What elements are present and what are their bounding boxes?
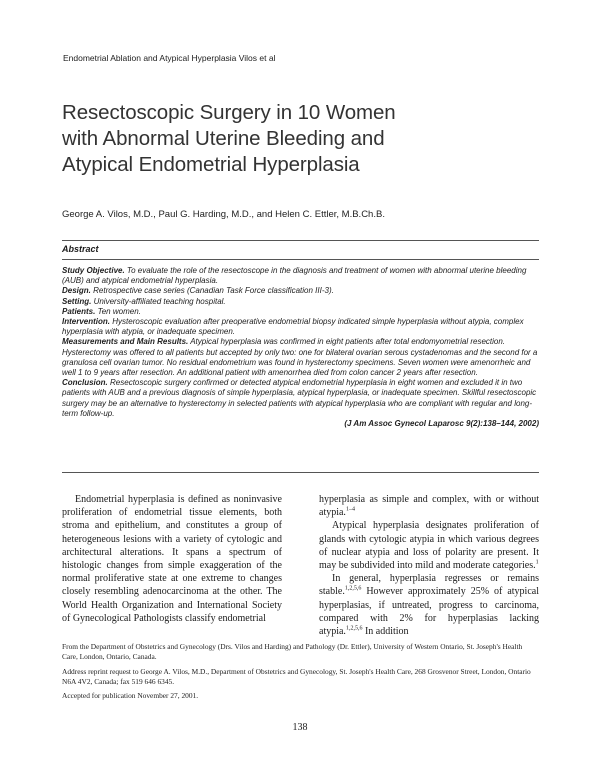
body-paragraph [319,519,539,572]
design-text: Retrospective case series (Canadian Task Force classification III-3). [93,286,334,296]
abstract-intervention [62,317,539,337]
paragraph-text: However approximately 25% of atypical hyperplasias, if untreated, progress to carcinoma, compared with 2% for hyperplasias lacking atypia. [319,586,539,638]
conclusion-text: Resectoscopic surgery confirmed or detected atypical endometrial hyperplasia in eight women and excluded it in two patients with AUB and a previous diagnosis of simple hyperplasia, atypical hyperplasia, or inadequate specimen. Skillful resectoscopic surgery may be an alternative to hysterectomy in selected patients with atypical hyperplasia who are compliant with regular and long-term follow-up. [62,378,537,418]
paragraph-text: In addition [362,626,409,638]
conclusion-label: Conclusion. [62,378,108,388]
reference-superscript: 1 [535,559,539,566]
intervention-label: Intervention. [62,317,111,327]
abstract-body [62,266,539,429]
body-paragraph [319,572,539,638]
title-line-2: with Abnormal Uterine Bleeding and [62,127,385,150]
objective-text: To evaluate the role of the resectoscope in the diagnosis and treatment of women with abnormal uterine bleeding (AUB) and atypical endometrial hyperplasia. [62,266,527,286]
abstract-setting [62,297,539,307]
reference-superscript: 1–4 [345,506,355,513]
results-label: Measurements and Main Results. [62,337,189,347]
abstract-conclusion [62,378,539,419]
reference-superscript: 1,2,5,6 [345,625,363,632]
paragraph-text: In general, hyperplasia regresses or remains stable. [319,573,539,598]
setting-text: University-affiliated teaching hospital. [93,296,226,306]
running-head: Endometrial Ablation and Atypical Hyperplasia Vilos et al [63,53,276,63]
design-label: Design. [62,286,91,296]
patients-text: Ten women. [97,306,141,316]
body-paragraph [319,493,539,519]
intervention-text: Hysteroscopic evaluation after preoperative endometrial biopsy indicated simple hyperplasia without atypia, complex hyperplasia with atypia, or inadequate specimen. [62,317,524,337]
patients-label: Patients. [62,306,96,316]
footnote-reprint: Address reprint request to George A. Vilos, M.D., Department of Obstetrics and Gynecology, St. Joseph's Health Care, 268 Grosvenor Street, London, Ontario N6A 4V2, Canada; fax 519 646 6345. [62,667,531,686]
body-paragraph: Endometrial hyperplasia is defined as noninvasive proliferation of endometrial tissue elements, both stroma and epithelium, and constitutes a group of heterogeneous lesions with a variety of cytologic and architectural alterations. It spans a spectrum of histologic changes from simple exaggeration of the normal proliferative state at one extreme to changes closely resembling adenocarcinoma at the other. The World Health Organization and International Society of Gynecological Pathologists classify endometrial [62,494,282,624]
results-text: Atypical hyperplasia was confirmed in eight patients after total endomyometrial resection. Hysterectomy was offered to all patients but accepted by only two: one for bilateral ovarian serous cystadenomas and the second for a granulosa cell ovarian tumor. No residual endometrium was found in hysterectomy specimens. Seven women were amenorrheic and well 1 to 9 years after resection. An additional patient with amenorrhea died from colon cancer 2 years after resection. [62,337,538,378]
body-column-left [62,493,282,625]
page-number: 138 [292,722,308,733]
author-list: George A. Vilos, M.D., Paul G. Harding, M.D., and Helen C. Ettler, M.B.Ch.B. [62,209,385,220]
abstract-heading: Abstract [62,244,99,254]
abstract-heading-rule [62,259,539,260]
setting-label: Setting. [62,296,92,306]
abstract-bottom-rule [62,472,539,473]
paragraph-text: hyperplasia as simple and complex, with or without atypia. [319,494,539,519]
abstract-design [62,286,539,296]
journal-citation: (J Am Assoc Gynecol Laparosc 9(2):138–144, 2002) [344,419,539,429]
abstract-patients [62,307,539,317]
footnote-accepted: Accepted for publication November 27, 2001. [62,691,199,700]
reference-superscript: 1,2,5,6 [344,586,362,593]
title-line-1: Resectoscopic Surgery in 10 Women [62,101,396,124]
body-column-right [319,493,539,638]
objective-label: Study Objective. [62,266,125,275]
abstract-objective [62,266,539,286]
abstract-results [62,337,539,378]
title-line-3: Atypical Endometrial Hyperplasia [62,153,360,176]
abstract-top-rule [62,240,539,241]
footnote-affiliation: From the Department of Obstetrics and Gynecology (Drs. Vilos and Harding) and Pathology (Dr. Ettler), University of Western Ontario, St. Joseph's Health Care, London, Ontario, Canada. [62,642,523,661]
article-title [62,100,542,178]
paragraph-text: Atypical hyperplasia designates proliferation of glands with cytologic atypia in which various degrees of nuclear atypia and loss of polarity are present. It may be subdivided into mild and moderate categories. [319,520,539,572]
